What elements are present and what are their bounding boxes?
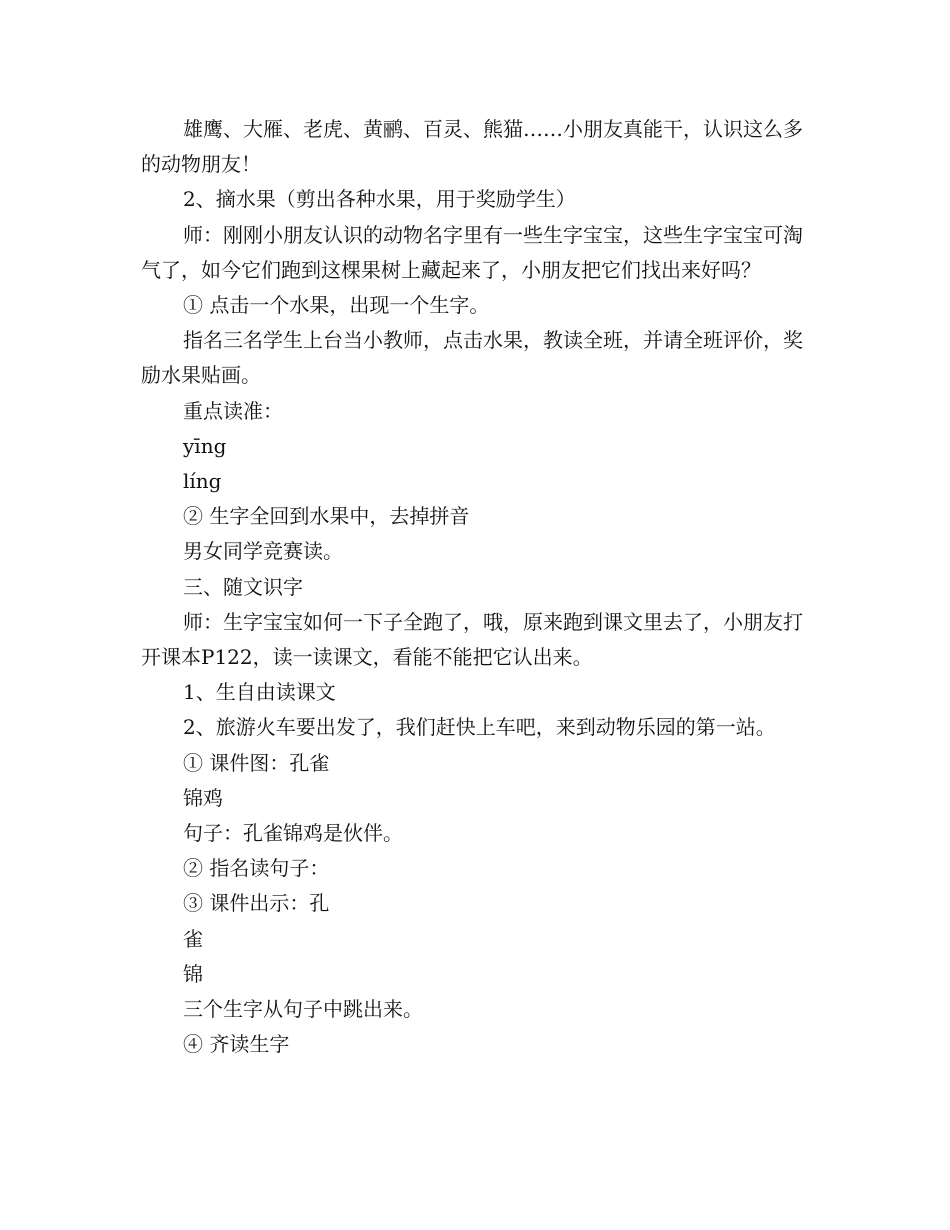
document-body [141,112,813,1062]
paragraph: 1、生自由读课文 [183,680,336,705]
paragraph: 句子：孔雀锦鸡是伙伴。 [183,821,403,846]
paragraph: 锦鸡 [183,785,223,810]
paragraph: 雄鹰、大雁、老虎、黄鹂、百灵、熊猫……小朋友真能干，认识这么多的动物朋友！ [141,117,803,177]
paragraph: ③ 课件出示：孔 [183,891,330,916]
paragraph: 2、摘水果（剪出各种水果，用于奖励学生） [183,187,576,212]
paragraph: 男女同学竞赛读。 [183,539,343,564]
paragraph: ② 指名读句子： [183,856,330,881]
paragraph: 三个生字从句子中跳出来。 [183,997,423,1022]
paragraph: ① 课件图：孔雀 [183,750,330,775]
paragraph: ② 生字全回到水果中，去掉拼音 [183,504,470,529]
paragraph: ① 点击一个水果，出现一个生字。 [183,293,490,318]
paragraph: 重点读准： [183,398,283,423]
paragraph: ④ 齐读生字 [183,1032,290,1057]
paragraph: 指名三名学生上台当小教师，点击水果，教读全班，并请全班评价，奖励水果贴画。 [141,328,803,388]
paragraph: 师：生字宝宝如何一下子全跑了，哦，原来跑到课文里去了，小朋友打开课本P122，读一读课文，看能不能把它认出来。 [141,609,803,670]
pinyin-line: yīng [183,433,227,458]
paragraph: 锦 [183,961,203,986]
section-heading: 三、随文识字 [183,574,303,599]
paragraph: 2、旅游火车要出发了，我们赶快上车吧，来到动物乐园的第一站。 [183,715,776,740]
paragraph: 师：刚刚小朋友认识的动物名字里有一些生字宝宝，这些生字宝宝可淘气了，如今它们跑到这棵果树上藏起来了，小朋友把它们找出来好吗？ [141,222,803,282]
paragraph: 雀 [183,926,203,951]
pinyin-line: líng [183,469,222,494]
